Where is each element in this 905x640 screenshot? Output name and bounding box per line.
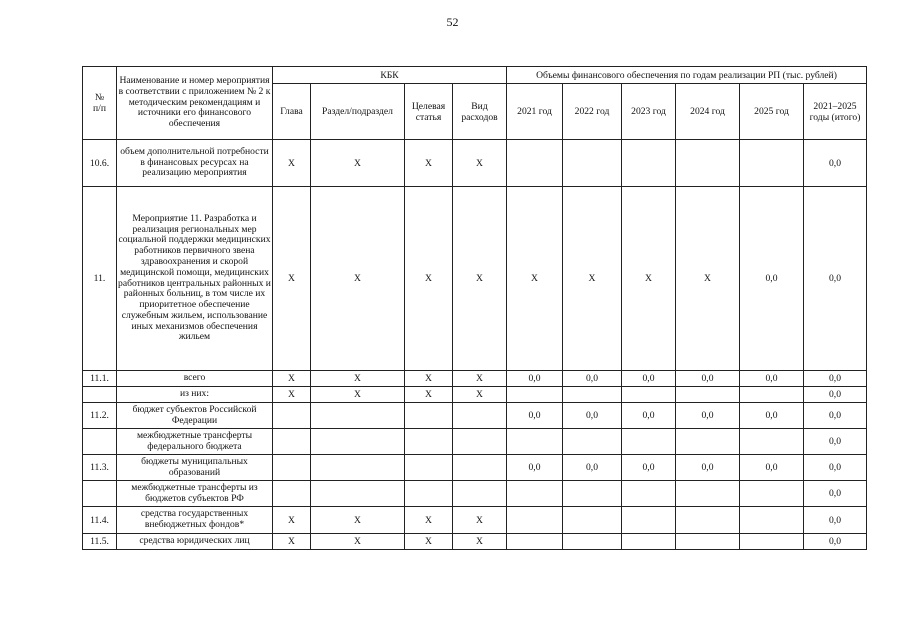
kbk-statya: X	[405, 507, 453, 534]
header-year-2025: 2025 год	[740, 84, 804, 140]
kbk-razdel: X	[311, 534, 405, 550]
value-2024	[676, 387, 740, 403]
table-row	[83, 429, 867, 455]
kbk-razdel: X	[311, 371, 405, 387]
value-2023	[622, 507, 676, 534]
header-num: № п/п	[83, 67, 117, 140]
kbk-vid	[453, 429, 507, 455]
kbk-vid: X	[453, 371, 507, 387]
value-2022	[563, 507, 622, 534]
value-total: 0,0	[804, 140, 867, 187]
row-num: 10.6.	[83, 140, 117, 187]
kbk-razdel: X	[311, 507, 405, 534]
table-row	[83, 534, 867, 550]
kbk-razdel: X	[311, 140, 405, 187]
kbk-razdel	[311, 429, 405, 455]
kbk-razdel: X	[311, 187, 405, 371]
kbk-glava: X	[273, 387, 311, 403]
header-row-1	[83, 67, 867, 84]
header-year-2024: 2024 год	[676, 84, 740, 140]
table-row	[83, 455, 867, 481]
value-2021	[507, 429, 563, 455]
kbk-statya: X	[405, 371, 453, 387]
kbk-statya	[405, 429, 453, 455]
value-2021	[507, 507, 563, 534]
value-2025: 0,0	[740, 371, 804, 387]
value-2021: X	[507, 187, 563, 371]
row-num: 11.2.	[83, 403, 117, 429]
kbk-vid	[453, 403, 507, 429]
value-2025	[740, 481, 804, 507]
value-2021	[507, 140, 563, 187]
value-total: 0,0	[804, 534, 867, 550]
kbk-statya	[405, 403, 453, 429]
value-2022	[563, 429, 622, 455]
kbk-vid: X	[453, 140, 507, 187]
value-2022	[563, 534, 622, 550]
value-2023	[622, 481, 676, 507]
kbk-glava	[273, 429, 311, 455]
header-year-2022: 2022 год	[563, 84, 622, 140]
value-total: 0,0	[804, 403, 867, 429]
kbk-vid	[453, 481, 507, 507]
header-statya: Целевая статья	[405, 84, 453, 140]
row-name: средства юридических лиц	[117, 534, 273, 550]
value-2024	[676, 429, 740, 455]
header-glava: Глава	[273, 84, 311, 140]
kbk-vid: X	[453, 387, 507, 403]
table-row	[83, 507, 867, 534]
table-row	[83, 187, 867, 371]
row-name: межбюджетные трансферты федерального бюджета	[117, 429, 273, 455]
row-name: средства государственных внебюджетных фондов*	[117, 507, 273, 534]
header-kbk: КБК	[273, 67, 507, 84]
value-total: 0,0	[804, 371, 867, 387]
kbk-statya	[405, 455, 453, 481]
value-2021: 0,0	[507, 371, 563, 387]
kbk-statya	[405, 481, 453, 507]
value-2025	[740, 534, 804, 550]
value-2024: X	[676, 187, 740, 371]
row-num: 11.3.	[83, 455, 117, 481]
kbk-statya: X	[405, 140, 453, 187]
table-row	[83, 371, 867, 387]
value-2023: 0,0	[622, 455, 676, 481]
value-2022	[563, 140, 622, 187]
table-row	[83, 140, 867, 187]
kbk-razdel: X	[311, 387, 405, 403]
value-2025: 0,0	[740, 187, 804, 371]
value-2024	[676, 534, 740, 550]
page-number: 52	[446, 15, 459, 29]
value-2023	[622, 534, 676, 550]
row-name: из них:	[117, 387, 273, 403]
row-num: 11.1.	[83, 371, 117, 387]
kbk-statya: X	[405, 534, 453, 550]
value-2024	[676, 507, 740, 534]
value-2025	[740, 387, 804, 403]
value-2024	[676, 481, 740, 507]
value-2025	[740, 429, 804, 455]
value-total: 0,0	[804, 481, 867, 507]
value-2025: 0,0	[740, 455, 804, 481]
header-razdel: Раздел/подраздел	[311, 84, 405, 140]
value-2023	[622, 387, 676, 403]
row-num: 11.5.	[83, 534, 117, 550]
value-2023: 0,0	[622, 371, 676, 387]
value-2024: 0,0	[676, 455, 740, 481]
value-2025	[740, 507, 804, 534]
value-total: 0,0	[804, 507, 867, 534]
value-2022	[563, 481, 622, 507]
value-total: 0,0	[804, 429, 867, 455]
table-row	[83, 387, 867, 403]
header-name: Наименование и номер мероприятия в соответствии с приложением № 2 к методическим рекомендациям и источники его финансового обеспечения	[117, 67, 273, 140]
value-2023	[622, 429, 676, 455]
header-year-2023: 2023 год	[622, 84, 676, 140]
value-2022	[563, 387, 622, 403]
kbk-vid: X	[453, 187, 507, 371]
header-total: 2021–2025 годы (итого)	[804, 84, 867, 140]
kbk-glava	[273, 455, 311, 481]
value-2022: 0,0	[563, 403, 622, 429]
value-2021	[507, 534, 563, 550]
kbk-glava: X	[273, 140, 311, 187]
kbk-glava: X	[273, 534, 311, 550]
value-2025	[740, 140, 804, 187]
value-total: 0,0	[804, 187, 867, 371]
row-num	[83, 429, 117, 455]
row-name: бюджет субъектов Российской Федерации	[117, 403, 273, 429]
value-2021	[507, 387, 563, 403]
value-2022: X	[563, 187, 622, 371]
value-total: 0,0	[804, 455, 867, 481]
value-2023	[622, 140, 676, 187]
kbk-statya: X	[405, 387, 453, 403]
value-2021: 0,0	[507, 455, 563, 481]
value-2021	[507, 481, 563, 507]
row-name: бюджеты муниципальных образований	[117, 455, 273, 481]
table-row	[83, 481, 867, 507]
kbk-glava: X	[273, 507, 311, 534]
kbk-razdel	[311, 481, 405, 507]
row-num	[83, 387, 117, 403]
row-num	[83, 481, 117, 507]
kbk-razdel	[311, 403, 405, 429]
value-2023: X	[622, 187, 676, 371]
kbk-statya: X	[405, 187, 453, 371]
row-num: 11.	[83, 187, 117, 371]
row-name: межбюджетные трансферты из бюджетов субъектов РФ	[117, 481, 273, 507]
kbk-vid: X	[453, 507, 507, 534]
kbk-vid	[453, 455, 507, 481]
kbk-glava	[273, 403, 311, 429]
value-2022: 0,0	[563, 455, 622, 481]
value-2022: 0,0	[563, 371, 622, 387]
value-2024: 0,0	[676, 403, 740, 429]
kbk-vid: X	[453, 534, 507, 550]
row-name: Мероприятие 11. Разработка и реализация региональных мер социальной поддержки медицинских работников первичного звена здравоохранения и скорой медицинской помощи, медицинских работников центральных районных и районных больниц, в том числе их приоритетное обеспечение служебным жильем, использование иных механизмов обеспечения жильем	[117, 187, 273, 371]
header-financing: Объемы финансового обеспечения по годам реализации РП (тыс. рублей)	[507, 67, 867, 84]
kbk-razdel	[311, 455, 405, 481]
value-total: 0,0	[804, 387, 867, 403]
row-name: объем дополнительной потребности в финансовых ресурсах на реализацию мероприятия	[117, 140, 273, 187]
value-2024: 0,0	[676, 371, 740, 387]
table-row	[83, 403, 867, 429]
row-num: 11.4.	[83, 507, 117, 534]
value-2021: 0,0	[507, 403, 563, 429]
value-2025: 0,0	[740, 403, 804, 429]
kbk-glava: X	[273, 187, 311, 371]
value-2024	[676, 140, 740, 187]
kbk-glava	[273, 481, 311, 507]
value-2023: 0,0	[622, 403, 676, 429]
kbk-glava: X	[273, 371, 311, 387]
row-name: всего	[117, 371, 273, 387]
header-vid: Вид расходов	[453, 84, 507, 140]
header-year-2021: 2021 год	[507, 84, 563, 140]
financing-table	[82, 66, 867, 550]
